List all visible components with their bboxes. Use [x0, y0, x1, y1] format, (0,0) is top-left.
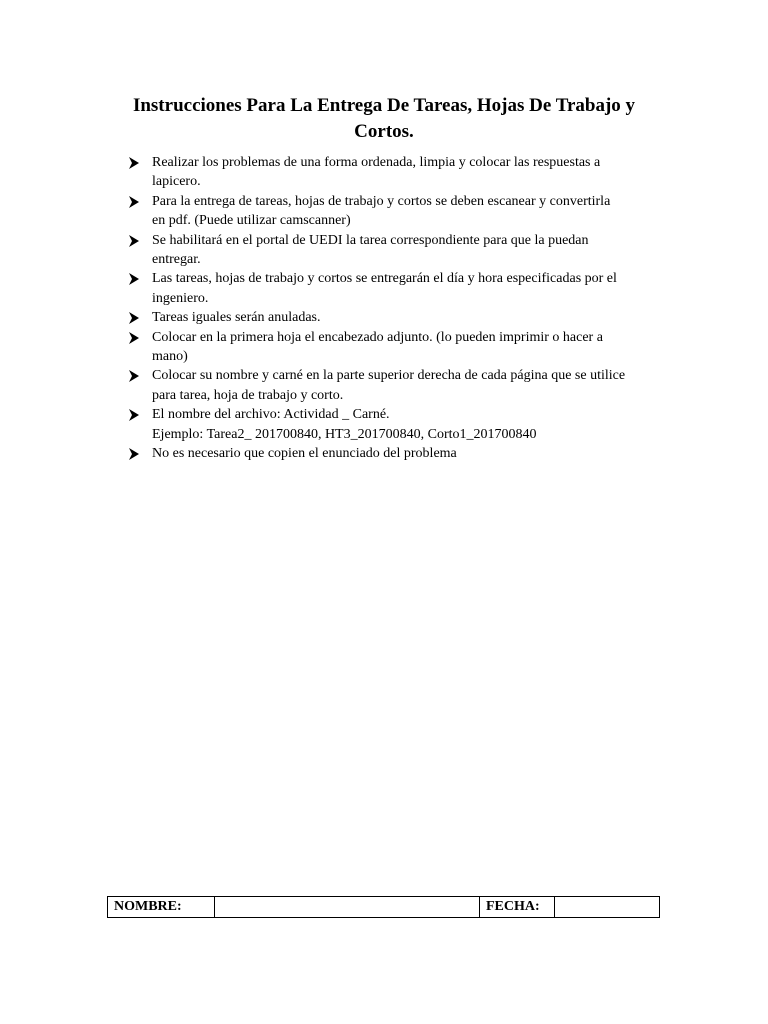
instruction-line: El nombre del archivo: Actividad _ Carné.: [152, 407, 390, 423]
document-title: [100, 93, 668, 145]
arrowhead-bullet-icon: [128, 312, 140, 324]
instruction-line: para tarea, hoja de trabajo y corto.: [152, 387, 344, 403]
instruction-line: Colocar su nombre y carné en la parte superior derecha de cada página que se utilice: [152, 368, 626, 384]
list-item: [128, 231, 668, 270]
instruction-line: mano): [152, 349, 188, 365]
instruction-line: en pdf. (Puede utilizar camscanner): [152, 213, 351, 229]
fecha-label: FECHA:: [480, 897, 555, 918]
arrowhead-bullet-icon: [128, 409, 140, 421]
table-row: [108, 897, 660, 918]
instruction-line: Se habilitará en el portal de UEDI la tarea correspondiente para que la puedan: [152, 232, 589, 248]
header-form-table: [107, 896, 660, 918]
arrowhead-bullet-icon: [128, 370, 140, 382]
list-item: [128, 269, 668, 308]
list-item: [128, 153, 668, 192]
instruction-line: ingeniero.: [152, 290, 209, 306]
list-item: [128, 192, 668, 231]
instruction-line: entregar.: [152, 252, 201, 268]
arrowhead-bullet-icon: [128, 332, 140, 344]
list-item: [128, 328, 668, 367]
list-item: [128, 444, 668, 463]
nombre-label: NOMBRE:: [108, 897, 215, 918]
instruction-line: Ejemplo: Tarea2_ 201700840, HT3_201700840, Corto1_201700840: [152, 426, 537, 442]
instruction-line: No es necesario que copien el enunciado del problema: [152, 446, 457, 462]
instruction-line: lapicero.: [152, 174, 201, 190]
arrowhead-bullet-icon: [128, 273, 140, 285]
arrowhead-bullet-icon: [128, 196, 140, 208]
list-item: [128, 308, 668, 327]
fecha-field[interactable]: [555, 897, 660, 918]
list-item: [128, 366, 668, 405]
instruction-line: Para la entrega de tareas, hojas de trabajo y cortos se deben escanear y convertirla: [152, 193, 611, 209]
title-line-1: Instrucciones Para La Entrega De Tareas, Hojas De Trabajo y: [132, 95, 636, 116]
nombre-field[interactable]: [215, 897, 480, 918]
list-item: [128, 405, 668, 444]
instruction-line: Colocar en la primera hoja el encabezado adjunto. (lo pueden imprimir o hacer a: [152, 329, 603, 345]
instruction-line: Realizar los problemas de una forma ordenada, limpia y colocar las respuestas a: [152, 155, 601, 170]
arrowhead-bullet-icon: [128, 157, 140, 169]
arrowhead-bullet-icon: [128, 235, 140, 247]
title-line-2: Cortos.: [354, 121, 414, 142]
instruction-list: [128, 153, 668, 464]
instruction-line: Tareas iguales serán anuladas.: [152, 310, 321, 326]
arrowhead-bullet-icon: [128, 448, 140, 460]
instruction-line: Las tareas, hojas de trabajo y cortos se entregarán el día y hora especificadas por el: [152, 271, 617, 287]
